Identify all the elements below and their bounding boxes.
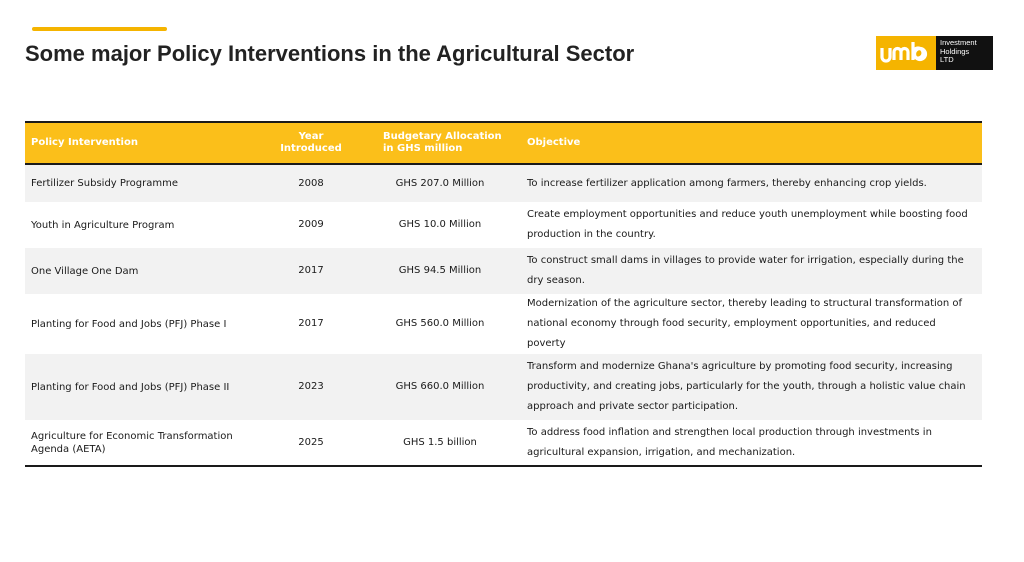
- cell-budget: GHS 94.5 Million: [359, 248, 521, 294]
- cell-objective: Create employment opportunities and reduce youth unemployment while boosting food production in the country.: [521, 202, 982, 248]
- cell-budget: GHS 560.0 Million: [359, 294, 521, 354]
- cell-objective: Transform and modernize Ghana's agriculture by promoting food security, increasing productivity, and creating jobs, particularly for the youth, through a holistic value chain approach and private sector participation.: [521, 354, 982, 420]
- table-row: [25, 420, 982, 466]
- cell-year: 2017: [263, 248, 359, 294]
- cell-objective: To construct small dams in villages to provide water for irrigation, especially during the dry season.: [521, 248, 982, 294]
- cell-policy: Planting for Food and Jobs (PFJ) Phase I: [25, 294, 263, 354]
- table-header-row: [25, 122, 982, 164]
- cell-policy: Youth in Agriculture Program: [25, 202, 263, 248]
- title-accent-bar: [32, 27, 167, 31]
- column-header-budget: Budgetary Allocation in GHS million: [359, 122, 521, 164]
- table-row: [25, 164, 982, 202]
- cell-year: 2025: [263, 420, 359, 466]
- cell-year: 2009: [263, 202, 359, 248]
- cell-budget: GHS 1.5 billion: [359, 420, 521, 466]
- table-row: [25, 202, 982, 248]
- logo-line-1: Investment: [940, 38, 977, 47]
- company-logo: [876, 36, 993, 70]
- page-title: Some major Policy Interventions in the Agricultural Sector: [25, 41, 635, 66]
- column-header-year: Year Introduced: [263, 122, 359, 164]
- umb-logo-icon: [879, 40, 933, 66]
- column-header-policy: Policy Intervention: [25, 122, 263, 164]
- umb-logo-mark: [876, 36, 936, 70]
- cell-policy: Fertilizer Subsidy Programme: [25, 164, 263, 202]
- logo-line-3: LTD: [940, 55, 954, 65]
- cell-year: 2008: [263, 164, 359, 202]
- cell-budget: GHS 207.0 Million: [359, 164, 521, 202]
- table-row: [25, 248, 982, 294]
- cell-objective: To address food inflation and strengthen local production through investments in agricultural expansion, irrigation, and mechanization.: [521, 420, 982, 466]
- cell-budget: GHS 10.0 Million: [359, 202, 521, 248]
- table-row: [25, 354, 982, 420]
- column-header-objective: Objective: [521, 122, 982, 164]
- cell-policy: One Village One Dam: [25, 248, 263, 294]
- cell-year: 2023: [263, 354, 359, 420]
- cell-budget: GHS 660.0 Million: [359, 354, 521, 420]
- cell-year: 2017: [263, 294, 359, 354]
- logo-wordmark: [936, 36, 993, 70]
- cell-objective: Modernization of the agriculture sector, thereby leading to structural transformation of national economy through food security, employment opportunities, and reduced poverty: [521, 294, 982, 354]
- cell-policy: Agriculture for Economic Transformation Agenda (AETA): [25, 420, 263, 466]
- table-row: [25, 294, 982, 354]
- cell-objective: To increase fertilizer application among farmers, thereby enhancing crop yields.: [521, 164, 982, 202]
- policy-table: [25, 121, 982, 467]
- logo-line-2: Holdings: [940, 46, 970, 56]
- cell-policy: Planting for Food and Jobs (PFJ) Phase II: [25, 354, 263, 420]
